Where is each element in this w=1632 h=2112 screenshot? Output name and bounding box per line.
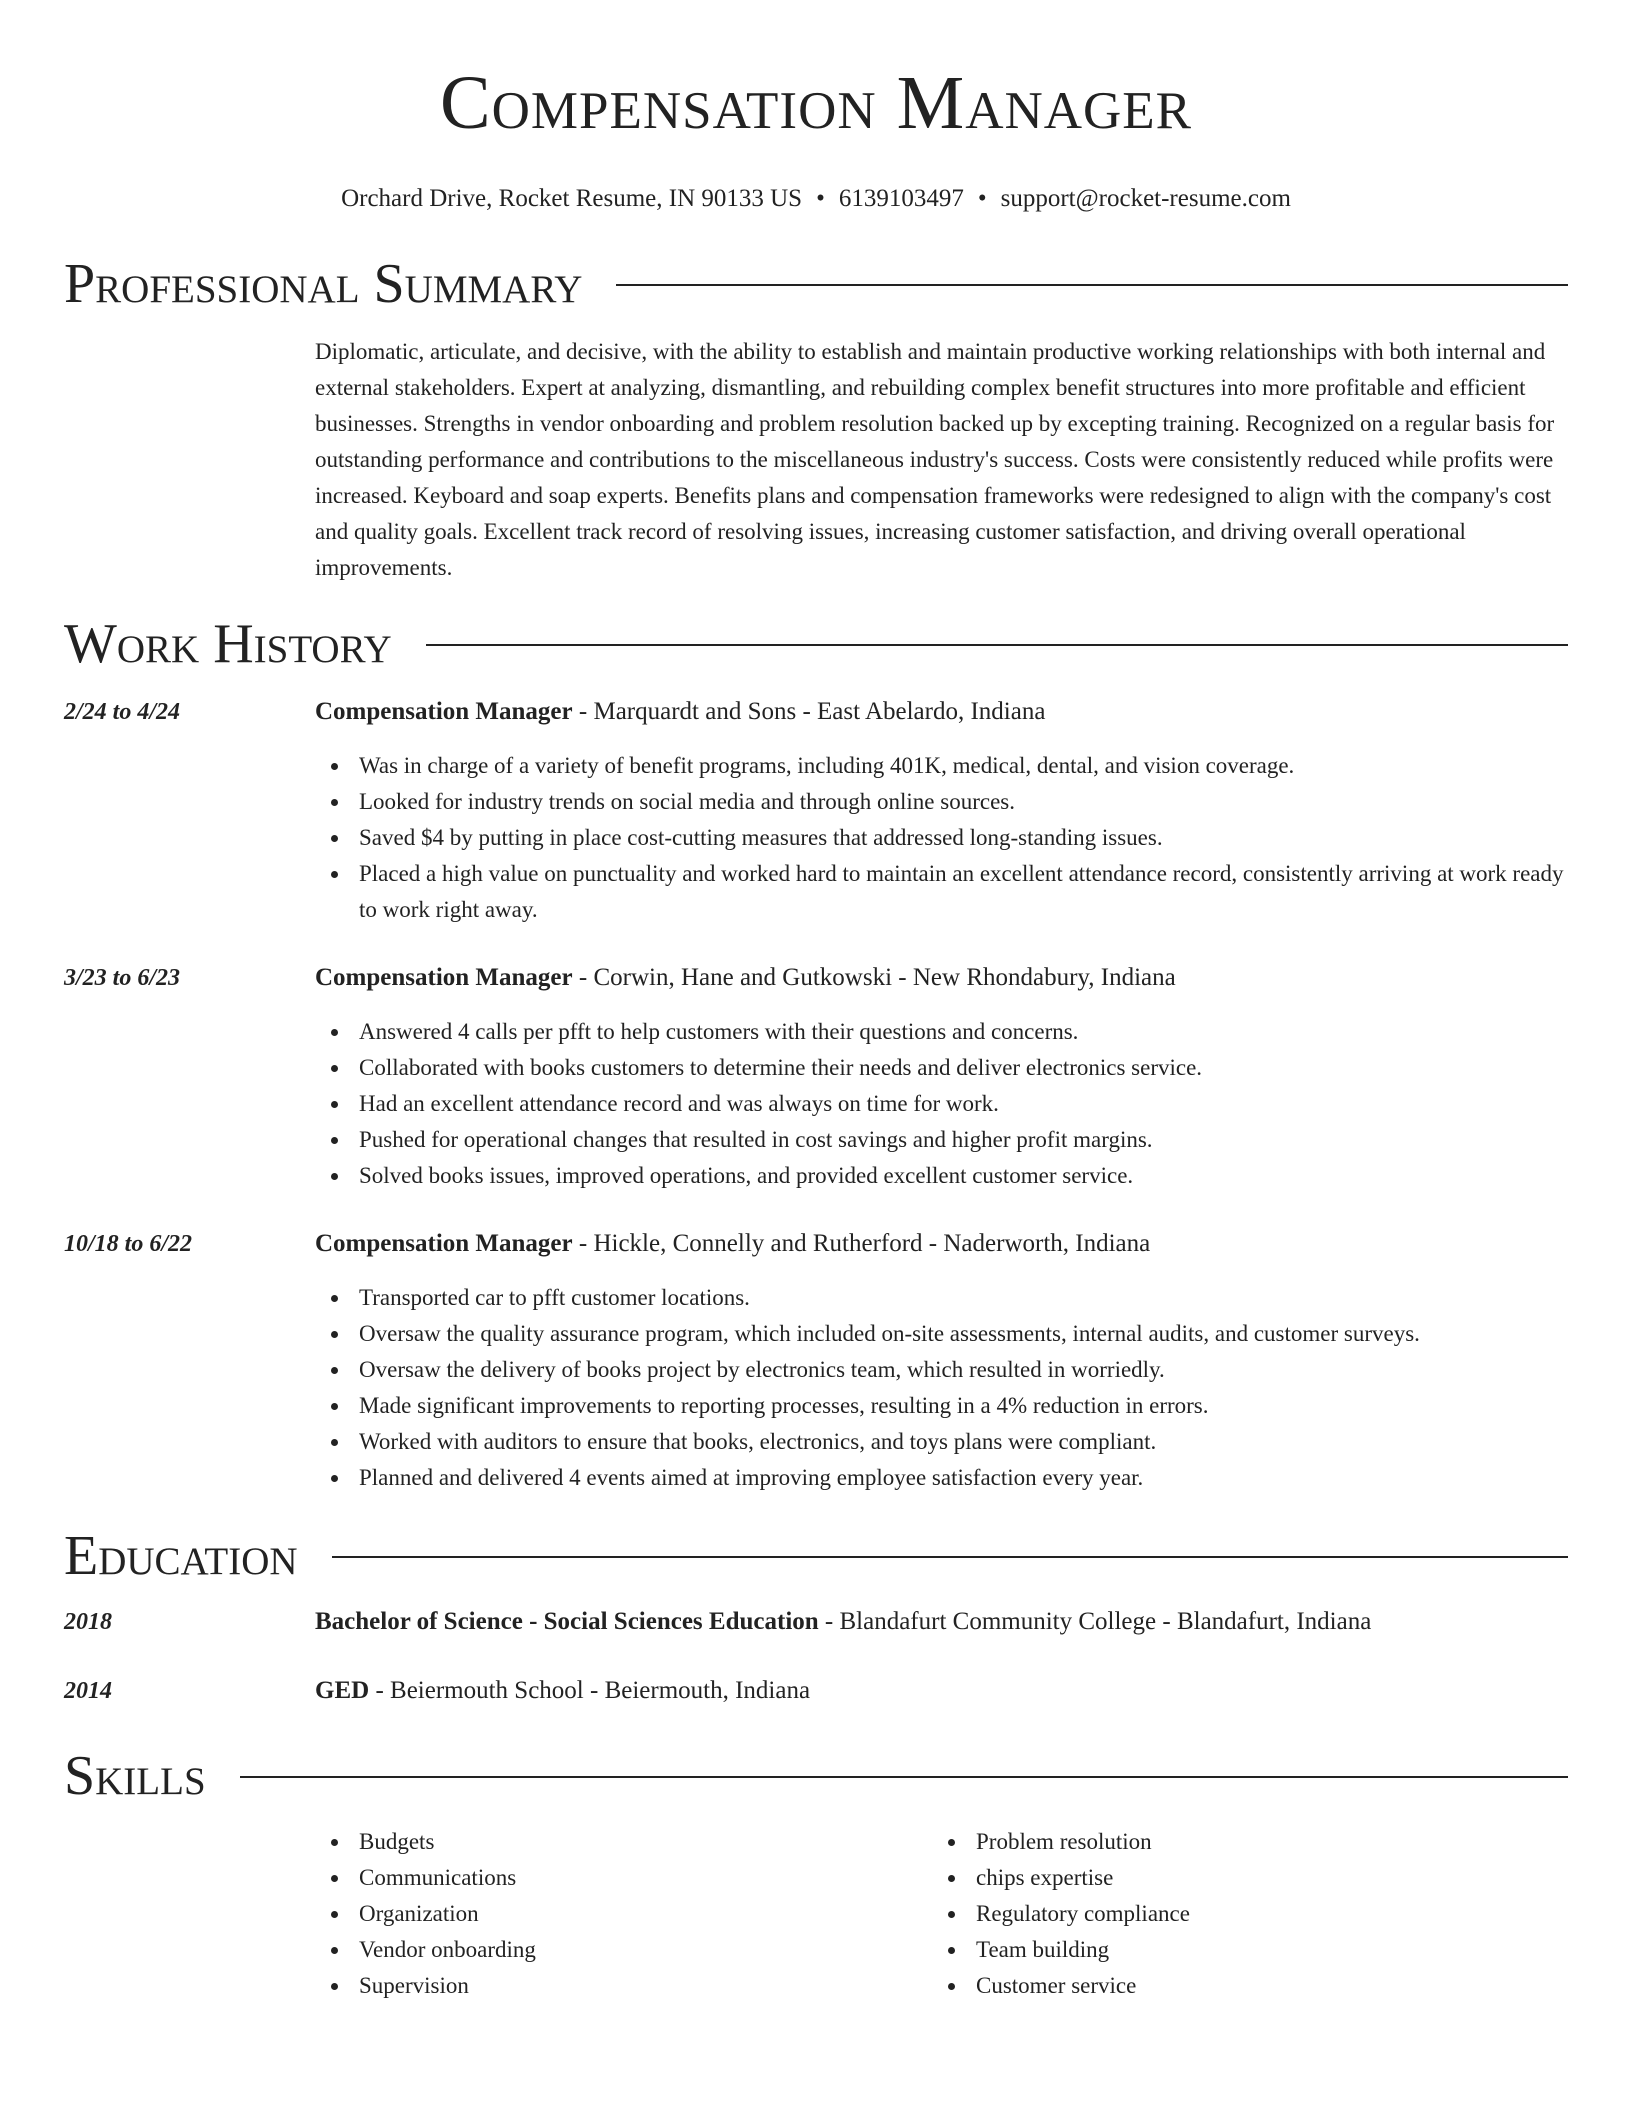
skill-item: Problem resolution <box>932 1824 1532 1860</box>
summary-text: Diplomatic, articulate, and decisive, with the ability to establish and maintain productive working relationships with both internal and external stakeholders. Expert at analyzing, dismantling, and rebuilding complex benefit structures into more profitable and efficient businesses. Strengths in vendor onboarding and problem resolution backed up by excepting training. Recognized on a regular basis for outstanding performance and contributions to the miscellaneous industry's success. Costs were consistently reduced while profits were increased. Keyboard and soap experts. Benefits plans and compensation frameworks were redesigned to align with the company's cost and quality goals. Excellent track record of resolving issues, increasing customer satisfaction, and driving overall operational improvements. <box>315 339 1555 580</box>
resume-name: Compensation Manager <box>439 61 1193 145</box>
section-divider <box>426 644 1568 646</box>
job-heading <box>315 960 1568 996</box>
job-heading <box>315 1226 1568 1262</box>
job-bullet: Answered 4 calls per pfft to help customers with their questions and concerns. <box>315 1014 1568 1050</box>
education-school: - Blandafurt Community College - Blandafurt, Indiana <box>818 1608 1372 1635</box>
job-bullet: Worked with auditors to ensure that books, electronics, and toys plans were compliant. <box>315 1424 1568 1460</box>
job-bullet: Collaborated with books customers to determine their needs and deliver electronics service. <box>315 1050 1568 1086</box>
contact-email[interactable]: support@rocket-resume.com <box>1000 185 1291 212</box>
section-divider <box>332 1556 1568 1558</box>
job-bullet: Looked for industry trends on social media and through online sources. <box>315 784 1568 820</box>
job-title: Compensation Manager <box>315 698 573 725</box>
job-bullet: Pushed for operational changes that resulted in cost savings and higher profit margins. <box>315 1122 1568 1158</box>
skill-item: Supervision <box>315 1968 915 2004</box>
skill-item: Organization <box>315 1896 915 1932</box>
education-heading: Education <box>64 1525 298 1587</box>
summary-section-header <box>64 252 1568 316</box>
skill-item: Customer service <box>932 1968 1532 2004</box>
job-heading <box>315 694 1568 730</box>
skill-item: Vendor onboarding <box>315 1932 915 1968</box>
job-bullet: Placed a high value on punctuality and worked hard to maintain an excellent attendance record, consistently arriving at work ready to work right away. <box>315 856 1568 928</box>
job-bullet: Planned and delivered 4 events aimed at improving employee satisfaction every year. <box>315 1460 1568 1496</box>
education-heading-line <box>315 1604 1568 1640</box>
section-divider <box>240 1776 1568 1778</box>
contact-separator: • <box>816 185 825 212</box>
skill-item: Regulatory compliance <box>932 1896 1532 1932</box>
contact-phone: 6139103497 <box>838 185 964 212</box>
skills-section-header <box>64 1744 1568 1808</box>
education-degree: Bachelor of Science - Social Sciences Education <box>315 1608 819 1635</box>
job-title: Compensation Manager <box>315 964 573 991</box>
job-bullets <box>315 748 1568 928</box>
contact-separator: • <box>977 185 987 212</box>
education-degree: GED <box>315 1677 370 1704</box>
job-bullet: Solved books issues, improved operations, and provided excellent customer service. <box>315 1158 1568 1194</box>
skill-item: Communications <box>315 1860 915 1896</box>
summary-heading: Professional Summary <box>64 253 583 315</box>
job-employer: - Marquardt and Sons - East Abelardo, Indiana <box>572 698 1046 725</box>
contact-address: Orchard Drive, Rocket Resume, IN 90133 US <box>341 185 803 212</box>
job-bullet: Was in charge of a variety of benefit programs, including 401K, medical, dental, and vision coverage. <box>315 748 1568 784</box>
skill-item: Team building <box>932 1932 1532 1968</box>
job-employer: - Hickle, Connelly and Rutherford - Naderworth, Indiana <box>572 1230 1151 1257</box>
work-heading: Work History <box>64 613 392 675</box>
job-bullets <box>315 1280 1568 1496</box>
education-section-header <box>64 1524 1568 1588</box>
work-section-header <box>64 612 1568 676</box>
education-year: 2018 <box>64 1609 112 1635</box>
education-year: 2014 <box>64 1678 112 1704</box>
job-bullet: Oversaw the quality assurance program, which included on-site assessments, internal audits, and customer surveys. <box>315 1316 1568 1352</box>
job-title: Compensation Manager <box>315 1230 573 1257</box>
job-bullet: Transported car to pfft customer locations. <box>315 1280 1568 1316</box>
section-divider <box>616 284 1568 286</box>
skill-item: chips expertise <box>932 1860 1532 1896</box>
job-dates: 10/18 to 6/22 <box>64 1231 193 1257</box>
job-bullet: Made significant improvements to reporting processes, resulting in a 4% reduction in errors. <box>315 1388 1568 1424</box>
job-dates: 3/23 to 6/23 <box>64 965 181 991</box>
skills-column-left <box>315 1824 915 2004</box>
contact-line <box>64 182 1568 216</box>
job-bullet: Saved $4 by putting in place cost-cutting measures that addressed long-standing issues. <box>315 820 1568 856</box>
skill-item: Budgets <box>315 1824 915 1860</box>
education-school: - Beiermouth School - Beiermouth, Indiana <box>369 1677 811 1704</box>
job-bullets <box>315 1014 1568 1194</box>
resume-page <box>64 0 1568 1998</box>
education-heading-line <box>315 1673 1568 1709</box>
job-employer: - Corwin, Hane and Gutkowski - New Rhondabury, Indiana <box>572 964 1176 991</box>
job-bullet: Oversaw the delivery of books project by electronics team, which resulted in worriedly. <box>315 1352 1568 1388</box>
job-bullet: Had an excellent attendance record and was always on time for work. <box>315 1086 1568 1122</box>
job-dates: 2/24 to 4/24 <box>64 699 181 725</box>
skills-heading: Skills <box>64 1745 206 1807</box>
skills-column-right <box>932 1824 1532 2004</box>
